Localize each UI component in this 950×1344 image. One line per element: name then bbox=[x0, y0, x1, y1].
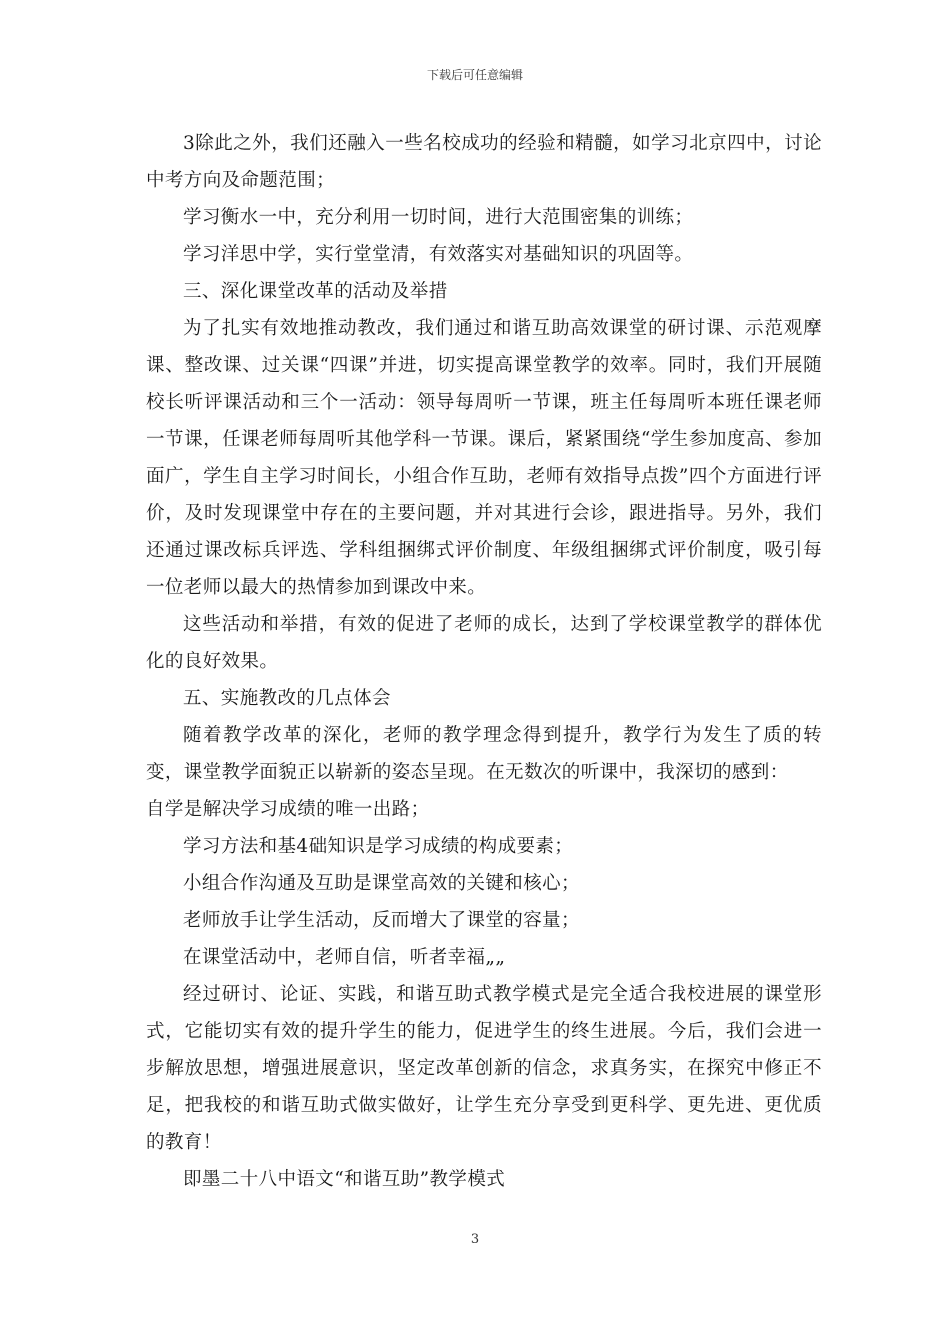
paragraph: 学习洋思中学，实行堂堂清，有效落实对基础知识的巩固等。 bbox=[183, 244, 694, 265]
section-heading: 即墨二十八中语文“和谐互助”教学模式 bbox=[183, 1169, 506, 1190]
paragraph: 小组合作沟通及互助是课堂高效的关键和核心； bbox=[183, 873, 580, 894]
paragraph: 3除此之外，我们还融入一些名校成功的经验和精髓，如学习北京四中，讨论中考方向及命题范围； bbox=[146, 133, 822, 191]
paragraph: 随着教学改革的深化，老师的教学理念得到提升，教学行为发生了质的转变，课堂教学面貌正以崭新的姿态呈现。在无数次的听课中，我深切的感到： bbox=[146, 725, 822, 783]
paragraph: 老师放手让学生活动，反而增大了课堂的容量； bbox=[183, 910, 580, 931]
paragraph: 自学是解决学习成绩的唯一出路； bbox=[146, 799, 430, 820]
paragraph: 这些活动和举措，有效的促进了老师的成长，达到了学校课堂教学的群体优化的良好效果。 bbox=[146, 614, 822, 672]
section-heading: 三、深化课堂改革的活动及举措 bbox=[183, 281, 448, 302]
page-number: 3 bbox=[470, 1232, 480, 1247]
paragraph: 经过研讨、论证、实践，和谐互助式教学模式是完全适合我校进展的课堂形式，它能切实有效的提升学生的能力，促进学生的终生进展。今后，我们会进一步解放思想，增强进展意识，坚定改革创新的信念，求真务实，在探究中修正不足，把我校的和谐互助式做实做好，让学生充分享受到更科学、更先进、更优质的教育！ bbox=[146, 984, 822, 1153]
paragraph: 学习方法和基4础知识是学习成绩的构成要素； bbox=[183, 836, 574, 857]
paragraph: 学习衡水一中，充分利用一切时间，进行大范围密集的训练； bbox=[183, 207, 694, 228]
paragraph: 在课堂活动中，老师自信，听者幸福„„ bbox=[183, 947, 506, 968]
page-header: 下载后可任意编辑 bbox=[426, 68, 523, 82]
section-heading: 五、实施教改的几点体会 bbox=[183, 688, 391, 709]
document-body bbox=[146, 125, 822, 1198]
paragraph: 为了扎实有效地推动教改，我们通过和谐互助高效课堂的研讨课、示范观摩课、整改课、过关课“四课”并进，切实提高课堂教学的效率。同时，我们开展随校长听评课活动和三个一活动：领导每周听一节课，班主任每周听本班任课老师一节课，任课老师每周听其他学科一节课。课后，紧紧围绕“学生参加度高、参加面广，学生自主学习时间长，小组合作互助，老师有效指导点拨”四个方面进行评价，及时发现课堂中存在的主要问题，并对其进行会诊，跟进指导。另外，我们还通过课改标兵评选、学科组捆绑式评价制度、年级组捆绑式评价制度，吸引每一位老师以最大的热情参加到课改中来。 bbox=[146, 318, 822, 598]
